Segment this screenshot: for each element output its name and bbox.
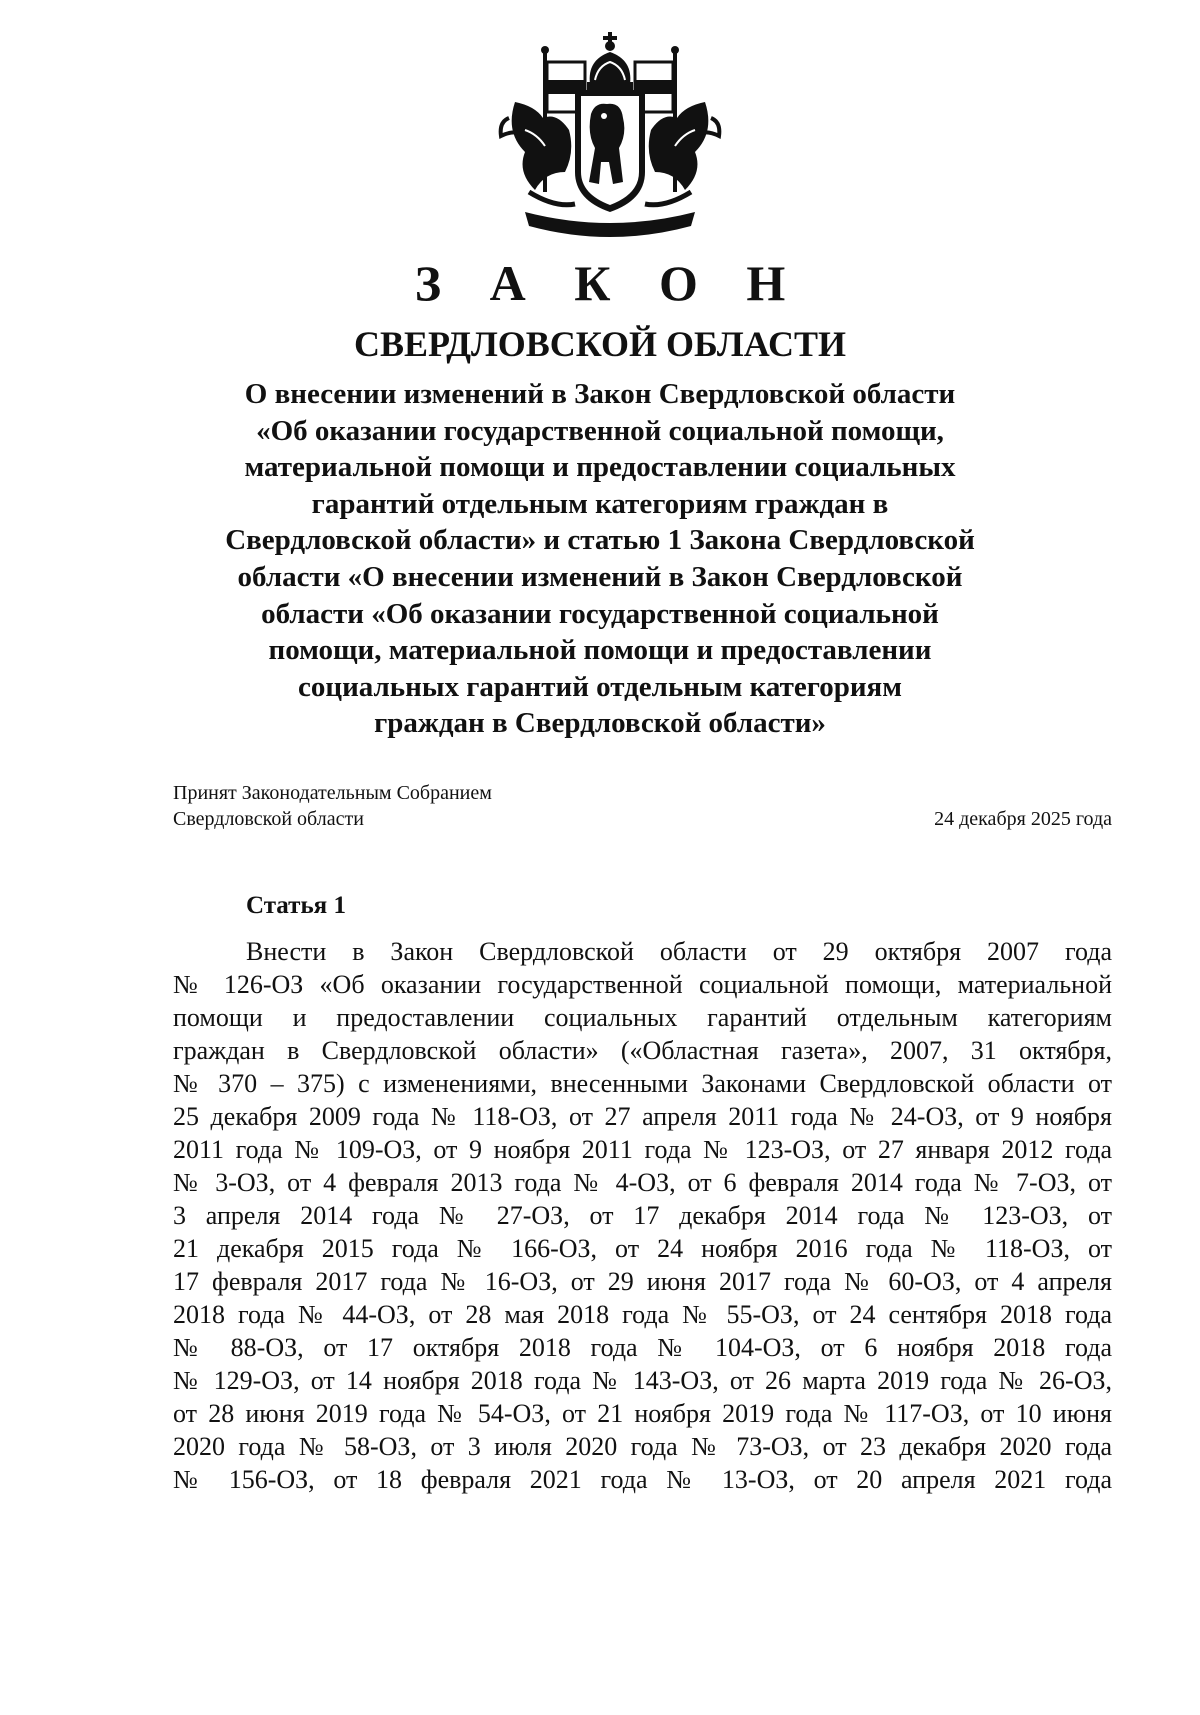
body-line: 25 декабря 2009 года № 118-ОЗ, от 27 апреля 2011 года № 24-ОЗ, от 9 ноября [173,1102,1112,1131]
adoption-note [173,780,492,832]
body-line: № 370 – 375) с изменениями, внесенными Законами Свердловской области от [173,1069,1112,1098]
adoption-line: Принят Законодательным Собранием [173,782,492,804]
subject-line: области «О внесении изменений в Закон Свердловской [237,560,963,593]
body-line: 2018 года № 44-ОЗ, от 28 мая 2018 года № 55-ОЗ, от 24 сентября 2018 года [173,1300,1112,1329]
body-line: помощи и предоставлении социальных гарантий отдельным категориям [173,1003,1112,1032]
body-line: 3 апреля 2014 года № 27-ОЗ, от 17 декабря 2014 года № 123-ОЗ, от [173,1201,1112,1230]
crown-icon [587,32,633,90]
adoption-date: 24 декабря 2025 года [934,808,1112,830]
shield-icon [575,90,645,212]
griffin-left-icon [501,102,572,190]
body-line: от 28 июня 2019 года № 54-ОЗ, от 21 ноября 2019 года № 117-ОЗ, от 10 июня [173,1399,1112,1428]
body-line: № 3-ОЗ, от 4 февраля 2013 года № 4-ОЗ, от 6 февраля 2014 года № 7-ОЗ, от [173,1168,1112,1197]
article-body [173,935,1112,1496]
subject-line: граждан в Свердловской области» [374,707,826,740]
body-line: 17 февраля 2017 года № 16-ОЗ, от 29 июня 2017 года № 60-ОЗ, от 4 апреля [173,1267,1112,1296]
subject-line: материальной помощи и предоставлении социальных [244,451,956,484]
subject-line: О внесении изменений в Закон Свердловской области [244,378,956,410]
subject-line: гарантий отдельным категориям граждан в [311,487,889,520]
body-line: № 156-ОЗ, от 18 февраля 2021 года № 13-ОЗ, от 20 апреля 2021 года [173,1465,1112,1494]
body-line: 21 декабря 2015 года № 166-ОЗ, от 24 ноября 2016 года № 118-ОЗ, от [173,1234,1112,1263]
coat-of-arms-emblem [495,22,725,252]
adoption-line: Свердловской области [173,808,364,830]
subject-line: социальных гарантий отдельным категориям [297,670,902,703]
body-line: № 126-ОЗ «Об оказании государственной социальной помощи, материальной [173,970,1112,999]
subject-line: области «Об оказании государственной социальной [261,597,939,630]
law-subject-title [190,376,1010,742]
body-line: 2011 года № 109-ОЗ, от 9 ноября 2011 года № 123-ОЗ, от 27 января 2012 года [173,1135,1112,1164]
subject-line: «Об оказании государственной социальной помощи, [256,414,944,447]
law-title: З А К О Н [414,255,804,311]
body-line: Внести в Закон Свердловской области от 29 октября 2007 года [246,937,1112,966]
subject-line: помощи, материальной помощи и предоставлении [268,634,932,667]
body-line: граждан в Свердловской области» («Областная газета», 2007, 31 октября, [173,1036,1112,1065]
subject-line: Свердловской области» и статью 1 Закона Свердловской [225,524,975,557]
griffin-right-icon [649,102,720,190]
body-line: № 88-ОЗ, от 17 октября 2018 года № 104-ОЗ, от 6 ноября 2018 года [173,1333,1112,1362]
region-title: СВЕРДЛОВСКОЙ ОБЛАСТИ [354,324,846,364]
body-line: № 129-ОЗ, от 14 ноября 2018 года № 143-ОЗ, от 26 марта 2019 года № 26-ОЗ, [173,1366,1112,1395]
article-heading: Статья 1 [246,892,346,919]
body-line: 2020 года № 58-ОЗ, от 3 июля 2020 года № 73-ОЗ, от 23 декабря 2020 года [173,1432,1112,1461]
